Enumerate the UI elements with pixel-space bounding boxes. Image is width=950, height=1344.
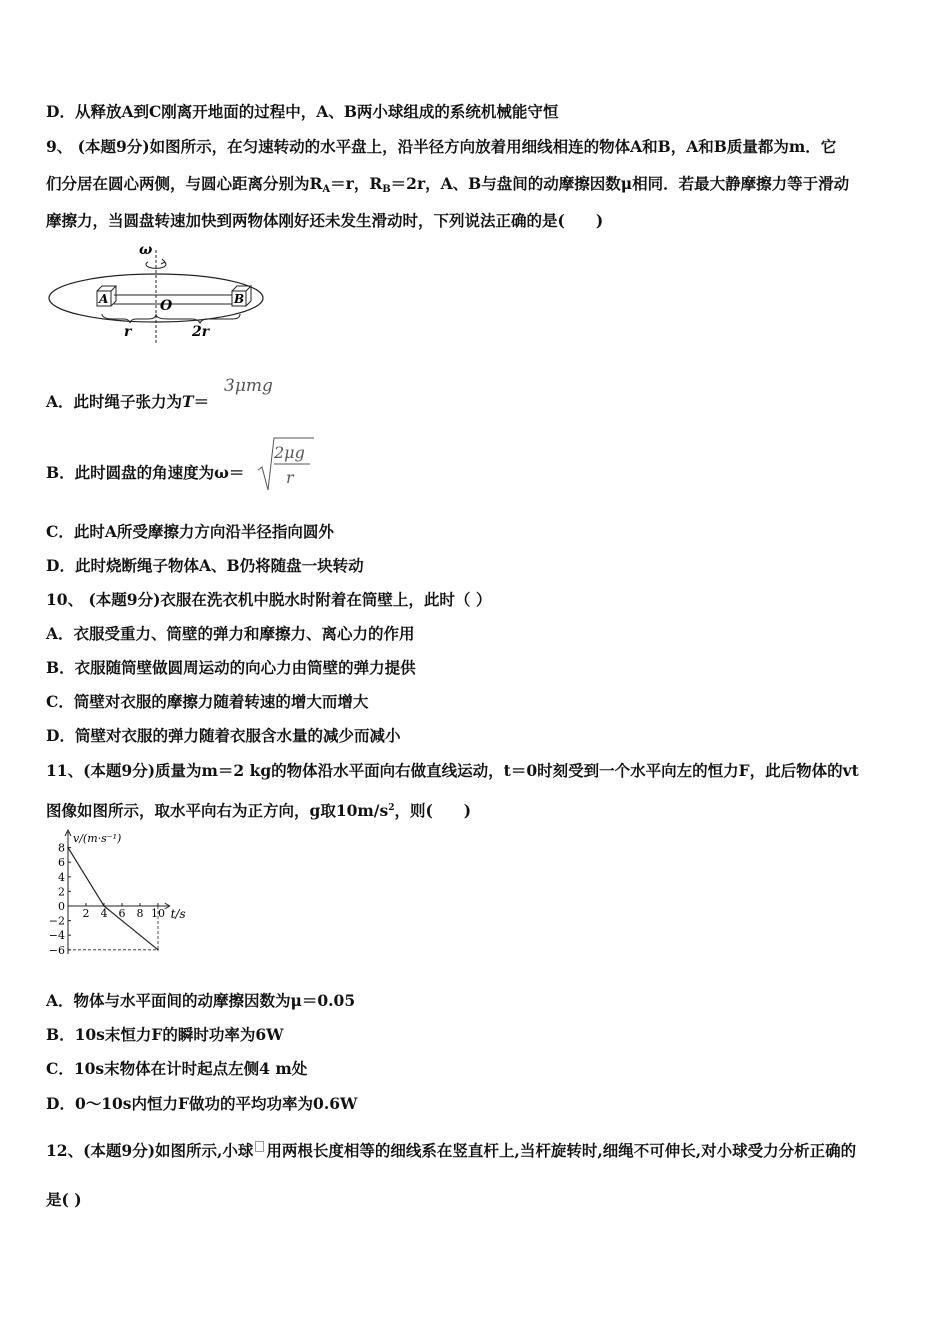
rotation-arrowhead [161, 259, 165, 264]
q9-option-a-text: A．此时绳子张力为 [46, 392, 183, 411]
y-tick-label: 0 [58, 900, 65, 913]
y-tick-label: 6 [58, 856, 65, 870]
q10-option-d: D．筒壁对衣服的弹力随着衣服含水量的减少而减小 [46, 726, 401, 745]
y-tick-label: −6 [48, 943, 65, 957]
q11-option-b: B．10s末恒力F的瞬时功率为6W [46, 1025, 284, 1044]
q9-stem-line2-b: ＝r，R [330, 174, 383, 193]
sub-b: B [382, 184, 391, 195]
x-tick-label: 6 [118, 907, 126, 920]
omega-label: ω [139, 242, 153, 258]
y-tick-label: 2 [58, 885, 65, 899]
q9-option-d: D．此时烧断绳子物体A、B仍将随盘一块转动 [46, 556, 364, 575]
y-tick-label: 8 [58, 841, 65, 855]
q10-option-c: C．筒壁对衣服的摩擦力随着转速的增大而增大 [46, 692, 369, 711]
velocity-line [68, 848, 158, 950]
q9-disc-figure [44, 240, 269, 348]
x-tick-label: 4 [100, 907, 108, 920]
block-a-label: A [99, 292, 109, 306]
q9-option-a-eq: ＝ [193, 392, 210, 411]
q11-option-c: C．10s末物体在计时起点左侧4 m处 [46, 1059, 308, 1078]
sqrt-numerator: 2μg [274, 443, 305, 462]
x-axis-label: t/s [170, 907, 186, 921]
block-b-label: B [234, 292, 245, 306]
q10-option-a: A．衣服受重力、筒壁的弹力和摩擦力、离心力的作用 [46, 624, 415, 643]
q9-option-a-formula: 3μmg [224, 376, 273, 396]
q9-stem-line2-a: 们分居在圆心两侧，与圆心距离分别为R [46, 174, 323, 193]
q11-option-a: A．物体与水平面间的动摩擦因数为μ＝0.05 [46, 991, 356, 1010]
label-r: r [124, 324, 132, 340]
sqrt-denominator: r [286, 468, 294, 487]
q12-stem-a: 12、(本题9分)如图所示,小球 [46, 1141, 254, 1160]
x-tick-label: 2 [82, 907, 90, 920]
q9-stem-line1: 9、 (本题9分)如图所示，在匀速转动的水平盘上，沿半径方向放着用细线相连的物体A和B，A和B质量都为m．它 [46, 137, 837, 156]
x-tick-label: 8 [136, 907, 144, 920]
q9-option-a [46, 392, 209, 412]
q12-stem-b: 用两根长度相等的细线系在竖直杆上,当杆旋转时,细绳不可伸长,对小球受力分析正确的 [266, 1141, 857, 1160]
q9-stem-line2 [46, 174, 849, 200]
x-tick-label: 10 [151, 907, 165, 920]
q11-stem-line1: 11、(本题9分)质量为m＝2 kg的物体沿水平面向右做直线运动，t＝0时刻受到一个水平向左的恒力F，此后物体的vt [46, 761, 859, 780]
sub-a: A [322, 184, 331, 195]
q11-stem-line2-b: ，则( ) [394, 801, 472, 820]
q11-stem-line2-a: 图像如图所示，取水平向右为正方向，g取10m/s [46, 801, 389, 820]
data-point [103, 905, 105, 907]
y-tick-label: 4 [58, 870, 65, 884]
q11-vt-chart [44, 826, 194, 958]
data-point [157, 949, 159, 951]
y-tick-label: −4 [48, 929, 65, 943]
q9-option-b: B．此时圆盘的角速度为ω＝ [46, 463, 245, 482]
center-label: O [160, 298, 173, 314]
q8-option-d: D．从释放A到C刚离开地面的过程中，A、B两小球组成的系统机械能守恒 [46, 102, 559, 121]
q12-stem-line1 [46, 1141, 856, 1161]
block-b [232, 286, 251, 306]
q9-option-a-t: T [182, 392, 194, 411]
label-2r: 2r [192, 324, 210, 340]
missing-image-placeholder [255, 1141, 264, 1152]
q9-option-c: C．此时A所受摩擦力方向沿半径指向圆外 [46, 522, 334, 541]
q10-stem: 10、 (本题9分)衣服在洗衣机中脱水时附着在筒壁上，此时（ ） [46, 590, 492, 609]
q9-stem-line3: 摩擦力，当圆盘转速加快到两物体刚好还未发生滑动时，下列说法正确的是( ) [46, 211, 604, 230]
block-a [97, 286, 116, 306]
q11-stem-line2 [46, 798, 471, 821]
data-point [67, 847, 69, 849]
q10-option-b: B．衣服随筒壁做圆周运动的向心力由筒壁的弹力提供 [46, 658, 416, 677]
q9-stem-line2-c: ＝2r，A、B与盘间的动摩擦因数μ相同．若最大静摩擦力等于滑动 [390, 174, 850, 193]
q11-option-d: D．0～10s内恒力F做功的平均功率为0.6W [46, 1094, 358, 1113]
q9-option-b-formula [256, 436, 316, 492]
y-axis-label: v/(m·s⁻¹) [73, 832, 122, 845]
y-tick-label: −2 [48, 914, 65, 928]
q11-sup: 2 [388, 803, 395, 813]
q12-stem-line2: 是( ) [46, 1190, 82, 1209]
